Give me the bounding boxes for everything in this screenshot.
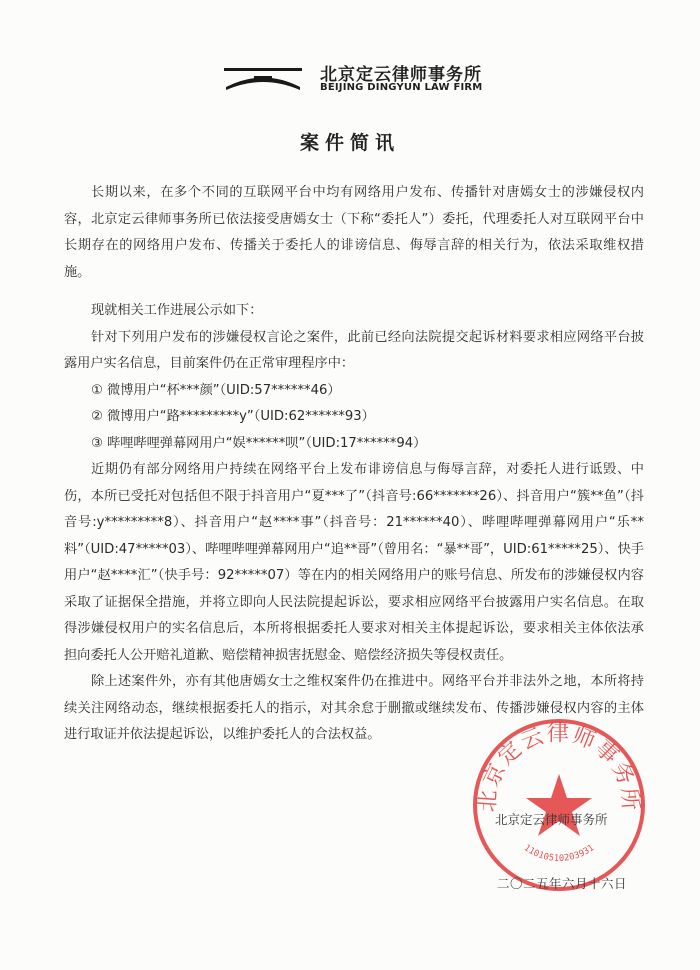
seal-number: 11010510203931 bbox=[521, 843, 597, 865]
firm-name-cn: 北京定云律师事务所 bbox=[320, 65, 482, 85]
firm-name-en: BEIJING DINGYUN LAW FIRM bbox=[320, 82, 483, 93]
signature-firm: 北京定云律师事务所 bbox=[495, 812, 608, 827]
case-item-3: ③ 哔哩哔哩弹幕网用户“娱******呗”（UID:17******94） bbox=[91, 435, 427, 451]
case-item-2: ② 微博用户“路*********y”（UID:62******93） bbox=[91, 409, 375, 424]
firm-seal-icon bbox=[470, 716, 648, 894]
paragraph-closing: 除上述案件外，亦有其他唐嫣女士之维权案件仍在推进中。网络平台并非法外之地，本所将持续关注网络动态，继续根据委托人的指示，对其余怠于删撤或继续发布、传播涉嫌侵权内容的主体进行取证并依法提起诉讼，以维护委托人的合法权益。 bbox=[64, 674, 644, 742]
letterhead bbox=[220, 58, 520, 98]
case-item-1: ① 微博用户“杯***颜”（UID:57******46） bbox=[91, 382, 341, 398]
firm-logo-icon bbox=[220, 60, 306, 94]
seal-text: 北京定云律师事务所 bbox=[475, 721, 643, 813]
page-title: 案件简讯 bbox=[299, 132, 400, 154]
paragraph-progress: 现就相关工作进展公示如下： bbox=[91, 303, 263, 318]
paragraph-intro: 长期以来，在多个不同的互联网平台中均有网络用户发布、传播针对唐嫣女士的涉嫌侵权内容，北京定云律师事务所已依法接受唐嫣女士（下称“委托人”）委托，代理委托人对互联网平台中长期存在的网络用户发布、传播关于委托人的诽谤信息、侮辱言辞的相关行为，依法采取维权措施。 bbox=[64, 185, 644, 280]
document-body bbox=[64, 180, 644, 749]
paragraph-recent: 近期仍有部分网络用户持续在网络平台上发布诽谤信息与侮辱言辞，对委托人进行诋毁、中伤，本所已受托对包括但不限于抖音用户“夏***了”（抖音号:66*******26）、抖音用户“簇**鱼”（抖音号:y*********8）、抖音用户“赵****事”（抖音号：21******40）、哔哩哔哩弹幕网用户“乐**料”（UID:47*****03）、哔哩哔哩弹幕网用户“追**哥”（曾用名：“暴**哥”，UID:61*****25）、快手用户“赵****汇”（快手号：92*****07）等在内的相关网络用户的账号信息、所发布的涉嫌侵权内容采取了证据保全措施，并将立即向人民法院提起诉讼，要求相应网络平台披露用户实名信息。在取得涉嫌侵权用户的实名信息后，本所将根据委托人要求对相关主体提起诉讼，要求相关主体依法承担向委托人公开赔礼道歉、赔偿精神损害抚慰金、赔偿经济损失等侵权责任。 bbox=[64, 462, 644, 663]
svg-text:11010510203931 bbox=[522, 843, 596, 864]
document-date: 二〇二五年六月十六日 bbox=[497, 876, 628, 891]
paragraph-cases: 针对下列用户发布的涉嫌侵权言论之案件，此前已经向法院提交起诉材料要求相应网络平台披露用户实名信息，目前案件仍在正常审理程序中： bbox=[64, 329, 644, 371]
